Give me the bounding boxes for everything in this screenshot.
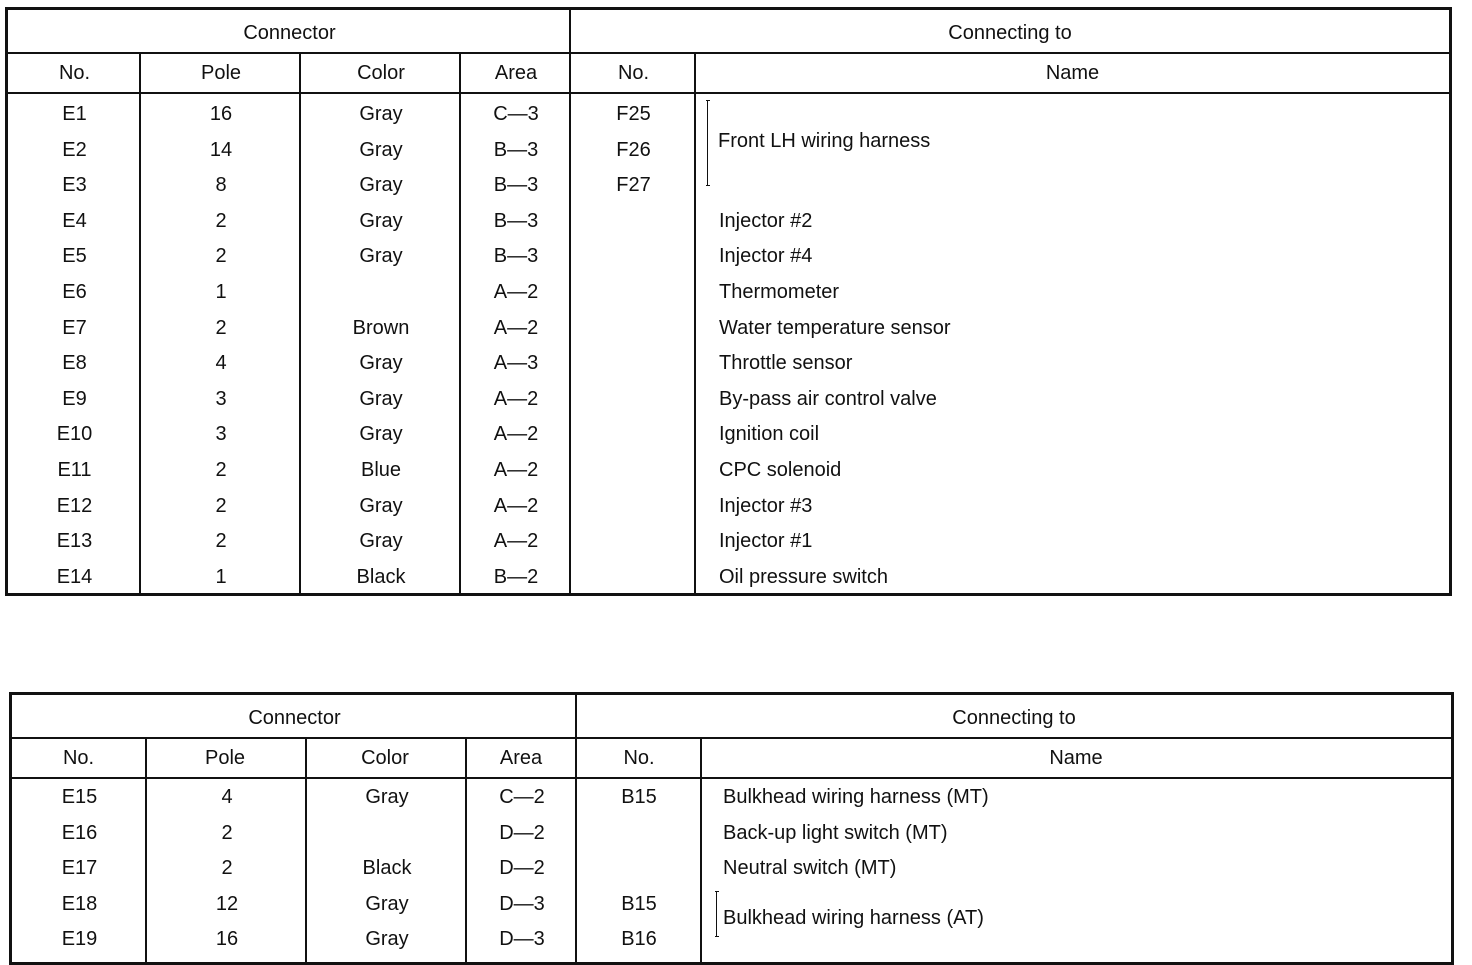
cell-pole: 12 xyxy=(215,892,239,915)
connector-table-2 xyxy=(9,692,1454,965)
cell-area: B—2 xyxy=(493,565,539,588)
cell-color: Gray xyxy=(359,245,403,268)
cell-color: Black xyxy=(362,857,412,880)
bracket-icon xyxy=(707,100,708,186)
cell-pole: 3 xyxy=(215,387,227,410)
cell-to-no xyxy=(577,850,701,886)
group-connector-header: Connector xyxy=(248,707,341,729)
table-row xyxy=(12,779,1451,815)
cell-pole: 2 xyxy=(215,209,227,232)
cell-to-no: B15 xyxy=(621,892,657,915)
cell-area: C—3 xyxy=(493,103,539,125)
cell-pole: 4 xyxy=(221,786,233,808)
cell-to-no xyxy=(571,203,696,239)
cell-no: E15 xyxy=(61,786,98,808)
cell-no: E5 xyxy=(62,245,87,268)
merged-name-cell: Bulkhead wiring harness (AT) xyxy=(723,907,984,929)
col-header-name: Name xyxy=(1045,62,1100,84)
cell-color xyxy=(307,815,467,851)
cell-area: B—3 xyxy=(493,138,539,161)
cell-no: E7 xyxy=(62,316,87,339)
table-row xyxy=(8,488,1449,524)
table-row xyxy=(8,238,1449,274)
cell-no: E10 xyxy=(56,423,93,446)
cell-area: B—3 xyxy=(493,245,539,268)
cell-no: E17 xyxy=(61,857,98,880)
cell-no: E3 xyxy=(62,174,87,197)
bracket-icon xyxy=(716,891,717,937)
cell-pole: 14 xyxy=(209,138,233,161)
cell-area: A—2 xyxy=(493,494,539,517)
cell-name: Bulkhead wiring harness (MT) xyxy=(723,786,989,808)
cell-no: E12 xyxy=(56,494,93,517)
table-body xyxy=(8,94,1449,593)
table-row xyxy=(8,416,1449,452)
cell-to-no xyxy=(571,452,696,488)
cell-area: A—2 xyxy=(493,316,539,339)
cell-pole: 2 xyxy=(221,857,233,880)
table-row xyxy=(8,345,1449,381)
cell-no: E9 xyxy=(62,387,87,410)
table-row xyxy=(12,815,1451,851)
cell-to-no: F25 xyxy=(616,103,651,125)
group-connecting-to-header: Connecting to xyxy=(952,707,1076,729)
cell-to-no: B16 xyxy=(621,928,657,951)
table-row xyxy=(8,203,1449,239)
cell-to-no xyxy=(571,238,696,274)
col-header-to-no: No. xyxy=(623,747,655,769)
cell-color: Gray xyxy=(365,928,409,951)
cell-color: Gray xyxy=(365,786,409,808)
cell-to-no xyxy=(571,559,696,595)
table-body xyxy=(12,779,1451,962)
cell-pole: 1 xyxy=(215,565,227,588)
cell-name: Ignition coil xyxy=(719,423,820,446)
table-row xyxy=(8,96,1449,132)
cell-no: E19 xyxy=(61,928,98,951)
col-header-to-no: No. xyxy=(617,62,650,84)
cell-color: Gray xyxy=(359,530,403,553)
cell-to-no xyxy=(571,416,696,452)
cell-to-no xyxy=(571,523,696,559)
cell-to-no xyxy=(571,310,696,346)
cell-area: B—3 xyxy=(493,174,539,197)
col-header-pole: Pole xyxy=(204,747,246,769)
cell-area: A—2 xyxy=(493,387,539,410)
cell-area: D—3 xyxy=(499,928,545,951)
cell-name: Injector #4 xyxy=(719,245,813,268)
cell-name: Water temperature sensor xyxy=(719,316,951,339)
cell-pole: 16 xyxy=(209,103,233,125)
col-header-pole: Pole xyxy=(200,62,242,84)
cell-color: Gray xyxy=(359,494,403,517)
cell-no: E16 xyxy=(61,821,98,844)
cell-to-no xyxy=(571,488,696,524)
cell-name: Back-up light switch (MT) xyxy=(723,821,948,844)
cell-area: A—2 xyxy=(493,281,539,303)
cell-color: Gray xyxy=(359,103,403,125)
col-header-no: No. xyxy=(62,747,95,769)
cell-to-no xyxy=(571,381,696,417)
cell-color: Gray xyxy=(359,423,403,446)
cell-no: E6 xyxy=(62,281,87,303)
cell-no: E14 xyxy=(56,565,93,588)
cell-name: Oil pressure switch xyxy=(719,565,888,588)
cell-area: B—3 xyxy=(493,209,539,232)
cell-color: Gray xyxy=(359,209,403,232)
cell-pole: 1 xyxy=(215,281,227,303)
connector-table-1 xyxy=(5,7,1452,596)
cell-no: E4 xyxy=(62,209,87,232)
cell-pole: 2 xyxy=(215,245,227,268)
cell-area: A—3 xyxy=(493,352,539,375)
cell-color: Brown xyxy=(352,316,410,339)
cell-name: Neutral switch (MT) xyxy=(723,857,897,880)
cell-name xyxy=(719,167,1419,203)
cell-name: Thermometer xyxy=(719,281,840,303)
table-row xyxy=(8,274,1449,310)
cell-pole: 3 xyxy=(215,423,227,446)
cell-pole: 2 xyxy=(215,459,227,481)
table-row xyxy=(8,452,1449,488)
cell-pole: 16 xyxy=(215,928,239,951)
cell-color: Gray xyxy=(359,387,403,410)
col-header-color: Color xyxy=(357,62,405,84)
cell-name: Throttle sensor xyxy=(719,352,853,375)
col-header-color: Color xyxy=(361,747,409,769)
group-connecting-to-header: Connecting to xyxy=(948,22,1072,44)
cell-to-no xyxy=(577,815,701,851)
table-row xyxy=(8,381,1449,417)
cell-area: D—3 xyxy=(499,892,545,915)
cell-name: By-pass air control valve xyxy=(719,387,937,410)
cell-color: Blue xyxy=(360,459,402,481)
col-header-name: Name xyxy=(1049,747,1103,769)
cell-no: E18 xyxy=(61,892,98,915)
cell-color: Black xyxy=(356,565,406,588)
col-header-no: No. xyxy=(58,62,91,84)
table-row xyxy=(8,310,1449,346)
cell-no: E2 xyxy=(62,138,87,161)
cell-no: E1 xyxy=(62,103,87,125)
cell-color: Gray xyxy=(359,138,403,161)
cell-no: E11 xyxy=(57,459,92,481)
cell-to-no: F27 xyxy=(616,174,651,197)
cell-name: CPC solenoid xyxy=(719,459,842,481)
cell-area: A—2 xyxy=(493,423,539,446)
cell-pole: 2 xyxy=(221,821,233,844)
cell-area: D—2 xyxy=(499,857,545,880)
cell-to-no xyxy=(571,274,696,310)
cell-pole: 2 xyxy=(215,530,227,553)
cell-area: A—2 xyxy=(493,530,539,553)
cell-to-no: B15 xyxy=(621,786,657,808)
cell-name: Injector #2 xyxy=(719,209,813,232)
cell-name: Injector #1 xyxy=(719,530,813,553)
cell-pole: 4 xyxy=(215,352,227,375)
cell-name xyxy=(719,96,1419,132)
table-row xyxy=(8,167,1449,203)
group-connector-header: Connector xyxy=(243,22,336,44)
col-header-area: Area xyxy=(499,747,543,769)
col-header-area: Area xyxy=(494,62,538,84)
cell-pole: 2 xyxy=(215,316,227,339)
cell-pole: 2 xyxy=(215,494,227,517)
cell-color: Gray xyxy=(359,174,403,197)
cell-area: A—2 xyxy=(493,459,539,481)
cell-area: D—2 xyxy=(499,821,545,844)
table-row xyxy=(8,559,1449,595)
cell-to-no xyxy=(571,345,696,381)
cell-color xyxy=(301,274,461,310)
merged-name-cell: Front LH wiring harness xyxy=(718,130,931,152)
table-row xyxy=(12,850,1451,886)
cell-color: Gray xyxy=(365,892,409,915)
cell-area: C—2 xyxy=(499,786,545,808)
cell-no: E8 xyxy=(62,352,87,375)
table-row xyxy=(8,523,1449,559)
cell-color: Gray xyxy=(359,352,403,375)
cell-to-no: F26 xyxy=(616,138,651,161)
cell-pole: 8 xyxy=(215,174,227,197)
cell-name: Injector #3 xyxy=(719,494,813,517)
cell-no: E13 xyxy=(56,530,93,553)
